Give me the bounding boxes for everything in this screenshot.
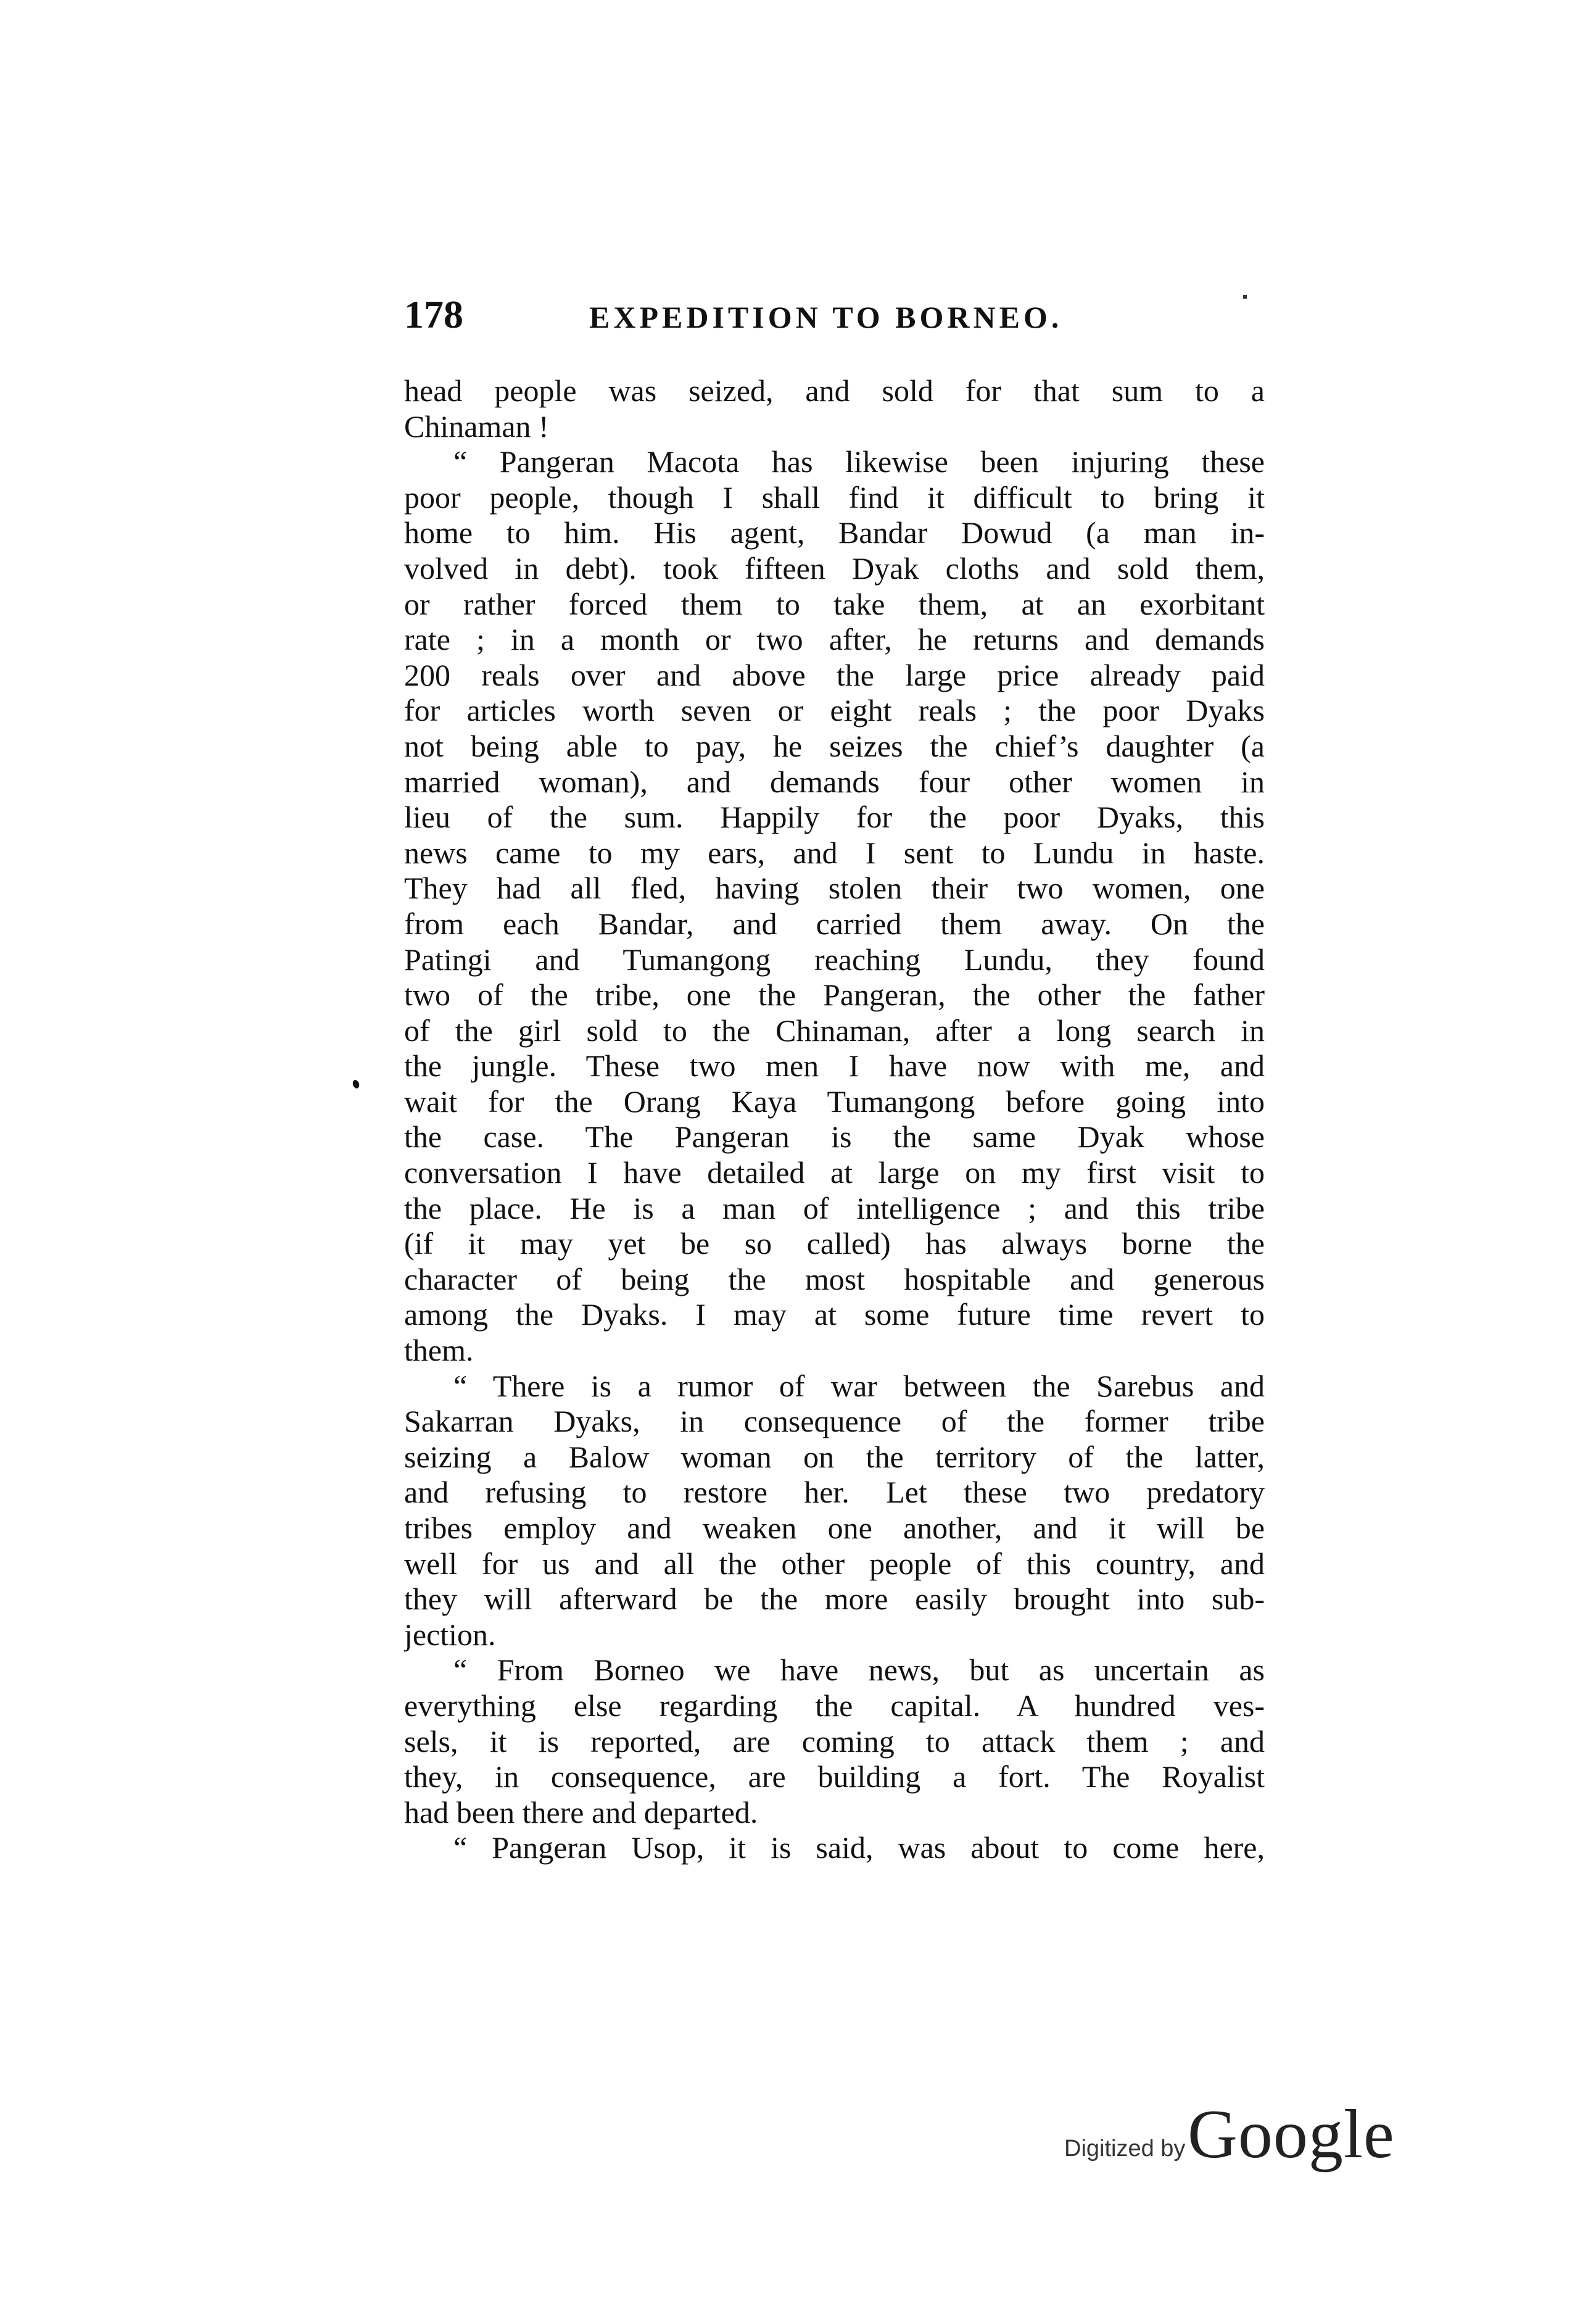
text-line: they, in consequence, are building a fort. The Royalist xyxy=(404,1759,1265,1794)
text-line: and refusing to restore her. Let these two predatory xyxy=(404,1475,1265,1510)
watermark-google-logo: Google xyxy=(1188,2096,1395,2173)
text-line: had been there and departed. xyxy=(404,1794,758,1830)
digitized-watermark xyxy=(1064,2095,1410,2181)
stray-mark xyxy=(1243,295,1247,299)
text-line: “ There is a rumor of war between the Sarebus and xyxy=(453,1368,1265,1403)
text-line: “ Pangeran Macota has likewise been injuring these xyxy=(453,444,1265,479)
body-text xyxy=(404,373,1265,1866)
text-line: them. xyxy=(404,1333,474,1368)
text-line: from each Bandar, and carried them away. On the xyxy=(404,906,1265,941)
running-head xyxy=(404,290,1265,339)
text-line: poor people, though I shall find it difficult to bring it xyxy=(404,479,1265,515)
text-line: everything else regarding the capital. A hundred ves- xyxy=(404,1688,1265,1723)
text-line: news came to my ears, and I sent to Lundu in haste. xyxy=(404,835,1265,870)
text-line: (if it may yet be so called) has always borne the xyxy=(404,1226,1265,1261)
text-line: They had all fled, having stolen their two women, one xyxy=(404,871,1265,906)
text-line: they will afterward be the more easily brought into sub- xyxy=(404,1582,1265,1617)
text-line: conversation I have detailed at large on my first visit to xyxy=(404,1155,1265,1190)
text-line: home to him. His agent, Bandar Dowud (a man in- xyxy=(404,515,1265,550)
running-title: EXPEDITION TO BORNEO. xyxy=(589,300,1063,334)
text-line: “ Pangeran Usop, it is said, was about to come here, xyxy=(453,1830,1265,1865)
watermark-digitized-by: Digitized by xyxy=(1064,2136,1186,2162)
text-line: seizing a Balow woman on the territory of the latter, xyxy=(404,1439,1265,1474)
text-line: rate ; in a month or two after, he returns and demands xyxy=(404,622,1265,657)
text-line: or rather forced them to take them, at an exorbitant xyxy=(404,586,1265,621)
text-line: the case. The Pangeran is the same Dyak whose xyxy=(404,1119,1265,1155)
text-line: Chinaman ! xyxy=(404,408,549,444)
text-line: “ From Borneo we have news, but as uncertain as xyxy=(453,1652,1265,1688)
text-line: among the Dyaks. I may at some future time revert to xyxy=(404,1297,1265,1332)
text-line: the place. He is a man of intelligence ; and this tribe xyxy=(404,1190,1265,1225)
text-line: of the girl sold to the Chinaman, after a long search in xyxy=(404,1013,1265,1048)
text-line: tribes employ and weaken one another, and it will be xyxy=(404,1511,1265,1545)
text-line: Patingi and Tumangong reaching Lundu, they found xyxy=(404,942,1265,977)
text-line: the jungle. These two men I have now with me, and xyxy=(404,1048,1265,1084)
text-line: jection. xyxy=(404,1617,496,1652)
stray-ink-dot xyxy=(352,1079,360,1090)
text-line: lieu of the sum. Happily for the poor Dyaks, this xyxy=(404,800,1265,835)
page-number: 178 xyxy=(404,292,463,336)
text-line: for articles worth seven or eight reals ; the poor Dyaks xyxy=(404,693,1265,728)
text-line: Sakarran Dyaks, in consequence of the former tribe xyxy=(404,1404,1265,1439)
text-line: married woman), and demands four other women in xyxy=(404,764,1265,799)
text-line: wait for the Orang Kaya Tumangong before going into xyxy=(404,1084,1265,1119)
text-line: character of being the most hospitable and generous xyxy=(404,1261,1265,1296)
text-line: 200 reals over and above the large price already paid xyxy=(404,657,1265,692)
text-line: head people was seized, and sold for that sum to a xyxy=(404,373,1265,408)
text-line: sels, it is reported, are coming to attack them ; and xyxy=(404,1723,1265,1759)
text-line: well for us and all the other people of this country, and xyxy=(404,1546,1265,1581)
text-line: not being able to pay, he seizes the chief’s daughter (a xyxy=(404,728,1265,763)
text-line: volved in debt). took fifteen Dyak cloths and sold them, xyxy=(404,550,1265,586)
text-line: two of the tribe, one the Pangeran, the other the father xyxy=(404,977,1265,1013)
